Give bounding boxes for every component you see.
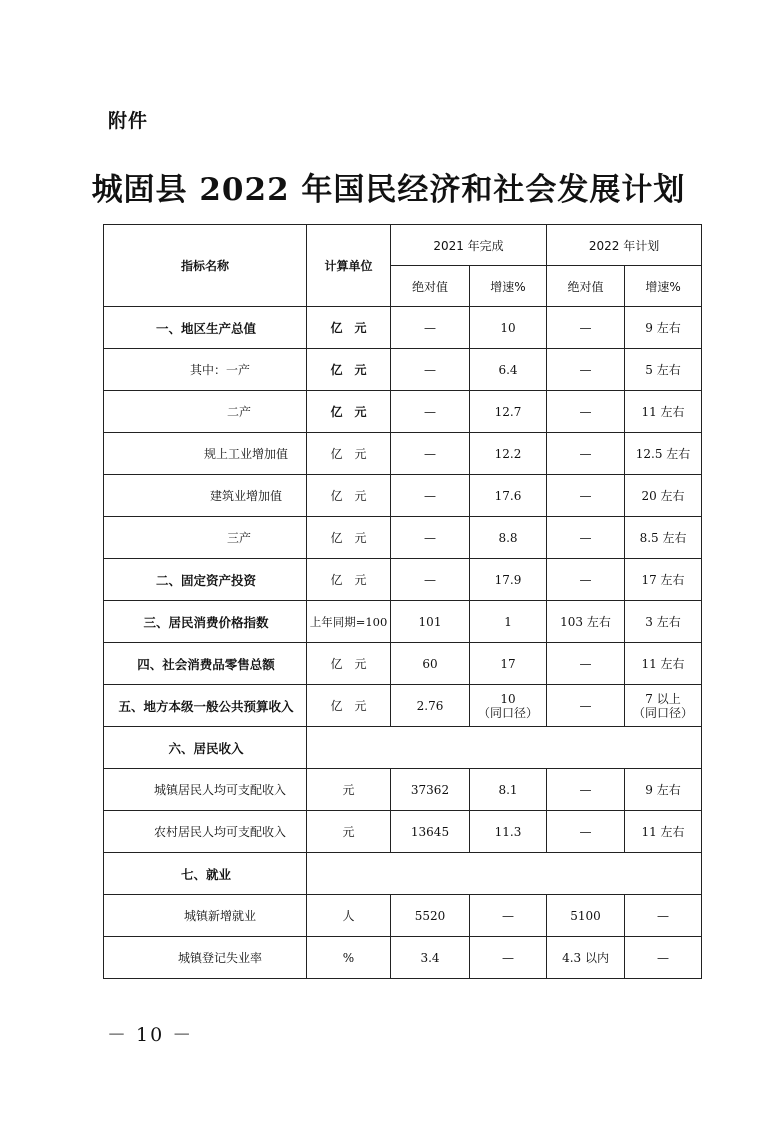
row-growth-2021: 1 [470, 601, 547, 643]
row-growth-2021: 12.7 [470, 391, 547, 433]
row-abs-2021: 60 [391, 643, 470, 685]
row-abs-2022: — [547, 643, 625, 685]
row-name: 四、社会消费品零售总额 [104, 643, 307, 685]
row-growth-2022: — [625, 895, 702, 937]
row-unit: 亿 元 [307, 475, 391, 517]
row-abs-2021: — [391, 391, 470, 433]
row-abs-2022: 103 左右 [547, 601, 625, 643]
table-row [104, 475, 702, 517]
row-growth-2022: 12.5 左右 [625, 433, 702, 475]
section-empty-cell [307, 727, 702, 769]
row-growth-2021: 8.1 [470, 769, 547, 811]
row-growth-2022: 11 左右 [625, 811, 702, 853]
header-unit: 计算单位 [307, 225, 391, 307]
table-row [104, 895, 702, 937]
row-abs-2022: — [547, 307, 625, 349]
row-growth-2022: 9 左右 [625, 307, 702, 349]
row-abs-2021: — [391, 475, 470, 517]
row-abs-2021: 101 [391, 601, 470, 643]
row-unit: 亿 元 [307, 433, 391, 475]
row-growth-2022: 9 左右 [625, 769, 702, 811]
row-unit: 亿 元 [307, 685, 391, 727]
row-name: 城镇登记失业率 [104, 937, 307, 979]
row-growth-2022: 8.5 左右 [625, 517, 702, 559]
table-row [104, 643, 702, 685]
row-abs-2021: — [391, 433, 470, 475]
row-growth-2021: 11.3 [470, 811, 547, 853]
row-unit: 亿 元 [307, 391, 391, 433]
row-abs-2022: — [547, 391, 625, 433]
table-row [104, 727, 702, 769]
row-name: 七、就业 [104, 853, 307, 895]
table-row [104, 559, 702, 601]
attachment-label: 附件 [108, 110, 149, 132]
row-abs-2021: 13645 [391, 811, 470, 853]
row-abs-2022: — [547, 433, 625, 475]
row-abs-2021: — [391, 307, 470, 349]
section-empty-cell [307, 853, 702, 895]
growth-value: 10 [500, 691, 516, 706]
row-abs-2021: 2.76 [391, 685, 470, 727]
table-row [104, 433, 702, 475]
row-abs-2022: — [547, 685, 625, 727]
row-growth-2021: 8.8 [470, 517, 547, 559]
row-name: 农村居民人均可支配收入 [104, 811, 307, 853]
table-row [104, 517, 702, 559]
growth-value: 7 以上 [645, 691, 681, 706]
growth-note: （同口径） [633, 705, 694, 720]
row-abs-2022: — [547, 559, 625, 601]
row-abs-2022: — [547, 769, 625, 811]
row-unit: 亿 元 [307, 643, 391, 685]
row-growth-2022 [625, 685, 702, 727]
row-name: 一、地区生产总值 [104, 307, 307, 349]
page-number: － 10 － [107, 1024, 194, 1046]
row-growth-2021: — [470, 937, 547, 979]
row-abs-2021: 37362 [391, 769, 470, 811]
row-growth-2022: — [625, 937, 702, 979]
row-growth-2022: 11 左右 [625, 391, 702, 433]
header-absolute-2022: 绝对值 [547, 266, 625, 307]
row-name: 五、地方本级一般公共预算收入 [104, 685, 307, 727]
row-name: 六、居民收入 [104, 727, 307, 769]
table-row [104, 937, 702, 979]
row-name: 三产 [104, 517, 307, 559]
row-unit: 元 [307, 769, 391, 811]
header-2022: 2022 年计划 [547, 225, 702, 266]
row-abs-2022: — [547, 517, 625, 559]
header-growth-2021: 增速% [470, 266, 547, 307]
growth-note: （同口径） [478, 705, 539, 720]
row-name: 其中：一产 [104, 349, 307, 391]
row-abs-2022: 5100 [547, 895, 625, 937]
table-row [104, 769, 702, 811]
row-abs-2021: — [391, 349, 470, 391]
page-title: 城固县 2022 年国民经济和社会发展计划 [91, 172, 686, 208]
row-growth-2022: 17 左右 [625, 559, 702, 601]
row-unit: 元 [307, 811, 391, 853]
row-growth-2021: 17.9 [470, 559, 547, 601]
row-name: 建筑业增加值 [104, 475, 307, 517]
row-unit: % [307, 937, 391, 979]
row-growth-2021: 10 [470, 307, 547, 349]
row-abs-2022: 4.3 以内 [547, 937, 625, 979]
table-row [104, 853, 702, 895]
row-growth-2022: 11 左右 [625, 643, 702, 685]
table-row [104, 685, 702, 727]
row-growth-2021: 17 [470, 643, 547, 685]
header-growth-2022: 增速% [625, 266, 702, 307]
header-absolute-2021: 绝对值 [391, 266, 470, 307]
row-growth-2021: — [470, 895, 547, 937]
row-unit: 人 [307, 895, 391, 937]
row-unit: 亿 元 [307, 307, 391, 349]
row-name: 城镇新增就业 [104, 895, 307, 937]
table-row [104, 349, 702, 391]
row-growth-2021: 17.6 [470, 475, 547, 517]
row-abs-2021: — [391, 559, 470, 601]
row-abs-2022: — [547, 349, 625, 391]
row-growth-2022: 3 左右 [625, 601, 702, 643]
row-name: 城镇居民人均可支配收入 [104, 769, 307, 811]
row-abs-2021: 5520 [391, 895, 470, 937]
row-unit: 亿 元 [307, 349, 391, 391]
table-row [104, 391, 702, 433]
row-name: 二产 [104, 391, 307, 433]
table-row [104, 811, 702, 853]
row-growth-2022: 20 左右 [625, 475, 702, 517]
row-abs-2022: — [547, 475, 625, 517]
row-name: 规上工业增加值 [104, 433, 307, 475]
row-growth-2022: 5 左右 [625, 349, 702, 391]
row-growth-2021: 12.2 [470, 433, 547, 475]
row-unit: 上年同期=100 [307, 601, 391, 643]
row-name: 三、居民消费价格指数 [104, 601, 307, 643]
row-unit: 亿 元 [307, 559, 391, 601]
row-abs-2022: — [547, 811, 625, 853]
header-indicator: 指标名称 [104, 225, 307, 307]
row-growth-2021 [470, 685, 547, 727]
row-unit: 亿 元 [307, 517, 391, 559]
plan-table [103, 224, 702, 979]
table-row [104, 601, 702, 643]
row-abs-2021: — [391, 517, 470, 559]
header-2021: 2021 年完成 [391, 225, 547, 266]
table-row [104, 307, 702, 349]
row-name: 二、固定资产投资 [104, 559, 307, 601]
row-abs-2021: 3.4 [391, 937, 470, 979]
row-growth-2021: 6.4 [470, 349, 547, 391]
